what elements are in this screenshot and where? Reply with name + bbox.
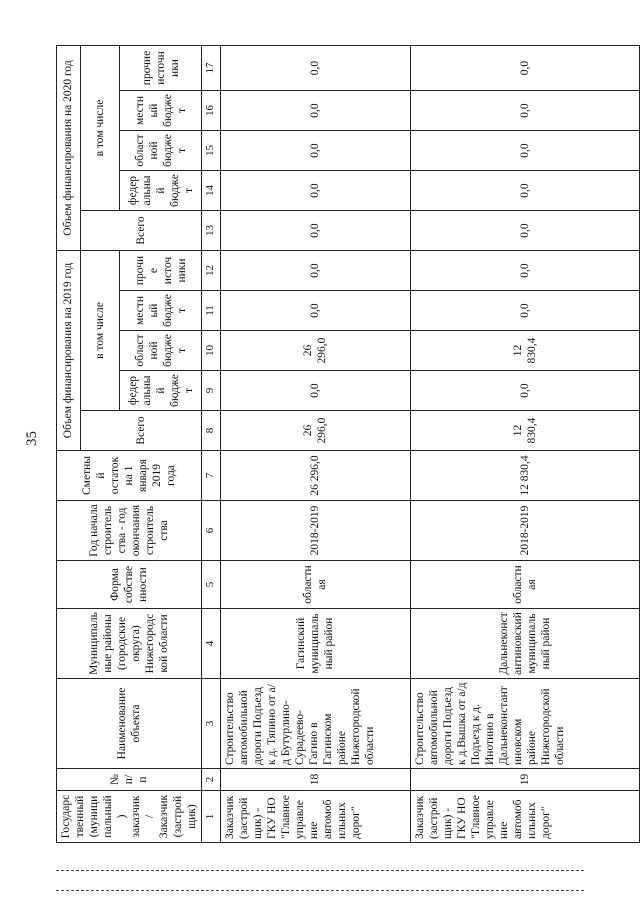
cell-district: Дальнеконстантиновский муниципальный район — [410, 609, 639, 679]
col-number: 8 — [202, 411, 220, 451]
header-2019-other: прочие источники — [120, 251, 202, 291]
table-row — [220, 46, 410, 843]
header-balance: Сметный остаток на 1 января 2019 года — [57, 451, 202, 501]
column-numbers-row — [202, 46, 220, 843]
cell-2020-total: 0,0 — [220, 211, 410, 251]
header-2019-regional: областной бюджет — [120, 331, 202, 371]
financing-table-sheet — [56, 46, 640, 843]
header-2020-local: местный бюджет — [120, 91, 202, 131]
cell-years: 2018-2019 — [220, 501, 410, 561]
col-number: 7 — [202, 451, 220, 501]
header-2019: Объем финансирования на 2019 год — [57, 251, 81, 451]
cell-2019-federal: 0,0 — [410, 371, 639, 411]
col-number: 10 — [202, 331, 220, 371]
header-ownership: Форма собственности — [57, 561, 202, 609]
header-object: Наименование объекта — [57, 679, 202, 769]
header-customer: Государственный (муниципальный) заказчик / Заказчик (застройщик) — [57, 791, 202, 843]
cell-2019-regional: 26 296,0 — [220, 331, 410, 371]
header-2020-federal: федеральный бюджет — [120, 171, 202, 211]
cell-2019-local: 0,0 — [220, 291, 410, 331]
header-2020-other: прочие источники — [120, 46, 202, 91]
cell-2019-local: 0,0 — [410, 291, 639, 331]
header-2019-total: Всего — [81, 411, 202, 451]
cell-2020-federal: 0,0 — [410, 171, 639, 211]
header-2019-federal: федеральный бюджет — [120, 371, 202, 411]
cell-district: Гагинский муниципальный район — [220, 609, 410, 679]
col-number: 13 — [202, 211, 220, 251]
col-number: 3 — [202, 679, 220, 769]
table-row — [410, 46, 639, 843]
cell-years: 2018-2019 — [410, 501, 639, 561]
col-number: 11 — [202, 291, 220, 331]
cut-line — [56, 870, 584, 871]
header-district: Муниципальные районы (городские округа) Нижегородской области — [57, 609, 202, 679]
cell-2020-total: 0,0 — [410, 211, 639, 251]
financing-table — [56, 45, 640, 843]
col-number: 1 — [202, 791, 220, 843]
cut-line — [56, 890, 584, 891]
col-number: 12 — [202, 251, 220, 291]
cell-ownership: областная — [220, 561, 410, 609]
cell-2020-regional: 0,0 — [220, 131, 410, 171]
cell-customer: Заказчик (застройщик) - ГКУ НО "Главное управление автомобильных дорог" — [410, 791, 639, 843]
header-2020-regional: областной бюджет — [120, 131, 202, 171]
header-2020-total: Всего — [81, 211, 202, 251]
cell-2020-local: 0,0 — [410, 91, 639, 131]
cell-object: Строительство автомобильной дороги Подъезд к д.Вышка от а/д Подъезд к д. Инотино в Дальнеконстантиновском районе Нижегородской области — [410, 679, 639, 769]
col-number: 15 — [202, 131, 220, 171]
cell-2019-total: 26 296,0 — [220, 411, 410, 451]
cell-2020-other: 0,0 — [220, 46, 410, 91]
cell-2019-federal: 0,0 — [220, 371, 410, 411]
cell-2020-regional: 0,0 — [410, 131, 639, 171]
cell-2019-regional: 12 830,4 — [410, 331, 639, 371]
header-number: № п/п — [57, 769, 202, 791]
col-number: 16 — [202, 91, 220, 131]
header-2020: Объем финансирования на 2020 год — [57, 46, 81, 251]
header-2019-including: в том числе — [81, 251, 120, 411]
page-number: 35 — [24, 431, 40, 446]
cell-object: Строительство автомобильной дороги Подъезд к д. Тяпино от а/д Бутурлино-Сурадеево-Гагино в Гагинском районе Нижегородской области — [220, 679, 410, 769]
col-number: 4 — [202, 609, 220, 679]
header-2019-local: местный бюджет — [120, 291, 202, 331]
col-number: 5 — [202, 561, 220, 609]
cell-2020-local: 0,0 — [220, 91, 410, 131]
header-2020-including: в том числе — [81, 46, 120, 211]
header-years: Год начала строительства - год окончания строительства — [57, 501, 202, 561]
cell-balance: 12 830,4 — [410, 451, 639, 501]
col-number: 2 — [202, 769, 220, 791]
col-number: 9 — [202, 371, 220, 411]
col-number: 17 — [202, 46, 220, 91]
cell-customer: Заказчик (застройщик) - ГКУ НО "Главное управление автомобильных дорог" — [220, 791, 410, 843]
cell-number: 19 — [410, 769, 639, 791]
cell-2020-other: 0,0 — [410, 46, 639, 91]
cell-2019-other: 0,0 — [410, 251, 639, 291]
cell-ownership: областная — [410, 561, 639, 609]
col-number: 14 — [202, 171, 220, 211]
cell-balance: 26 296,0 — [220, 451, 410, 501]
cell-2019-total: 12 830,4 — [410, 411, 639, 451]
cell-number: 18 — [220, 769, 410, 791]
cell-2019-other: 0,0 — [220, 251, 410, 291]
col-number: 6 — [202, 501, 220, 561]
cell-2020-federal: 0,0 — [220, 171, 410, 211]
